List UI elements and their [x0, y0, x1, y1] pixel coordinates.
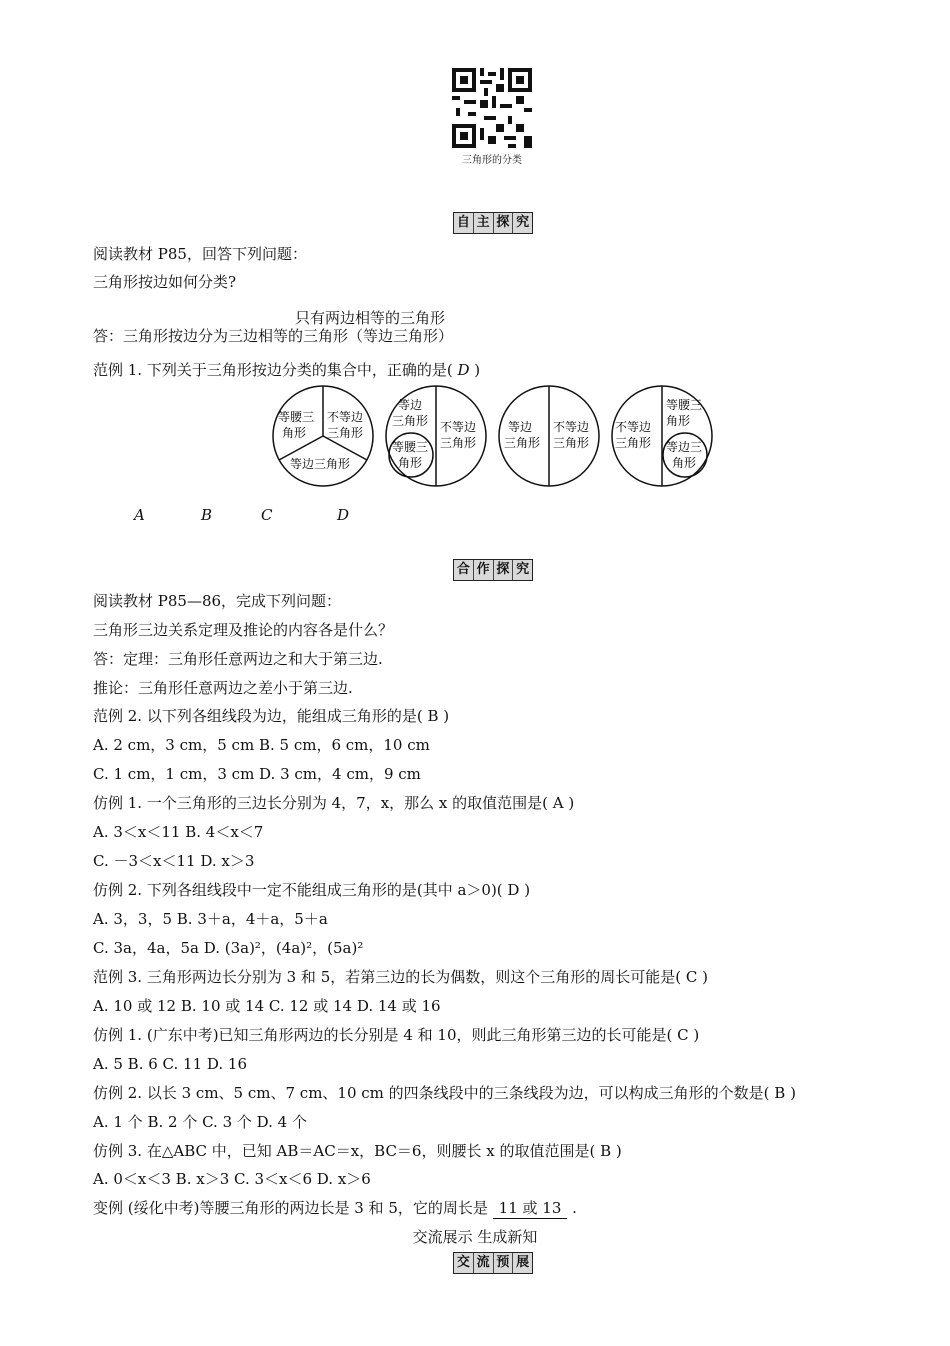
practice1b-question: 仿例 1. (广东中考)已知三角形两边的长分别是 4 和 10，则此三角形第三边的长可能是( C ) [93, 1026, 700, 1044]
circle-a-label: 等边三角形 [290, 457, 351, 471]
example2-options-cd: C. 1 cm，1 cm，3 cm D. 3 cm，4 cm，9 cm [93, 765, 421, 783]
section-badge-cooperate-explore [453, 559, 533, 581]
practice2-options-ab: A. 3，3，5 B. 3＋a，4＋a，5＋a [93, 910, 328, 928]
option-label-c: C [261, 506, 273, 524]
badge-char: 究 [516, 215, 530, 230]
practice2b-options: A. 1 个 B. 2 个 C. 3 个 D. 4 个 [93, 1113, 307, 1131]
practice1b-options: A. 5 B. 6 C. 11 D. 16 [93, 1055, 247, 1073]
badge-char: 主 [474, 213, 494, 233]
option-label-b: B [201, 506, 213, 524]
option-label-a: A [134, 506, 145, 524]
practice1-options-ab: A. 3＜x＜11 B. 4＜x＜7 [93, 823, 264, 841]
badge-char: 探 [494, 560, 514, 580]
badge-char: 究 [516, 562, 530, 577]
practice2-options-cd: C. 3a，4a，5a D. (3a)²，(4a)²，(5a)² [93, 939, 364, 957]
variant-suffix: . [572, 1199, 577, 1217]
practice3-question: 仿例 3. 在△ABC 中，已知 AB＝AC＝x，BC＝6，则腰长 x 的取值范围是( B ) [93, 1142, 622, 1160]
circle-a-label: 不等边 [327, 410, 364, 424]
section1-read: 阅读教材 P85，回答下列问题： [93, 245, 307, 263]
circle-b-label: 三角形 [392, 414, 429, 428]
practice2-question: 仿例 2. 下列各组线段中一定不能组成三角形的是(其中 a＞0)( D ) [93, 881, 531, 899]
section2-line: 阅读教材 P85—86，完成下列问题： [93, 592, 342, 610]
section2-line: 推论：三角形任意两边之差小于第三边. [93, 679, 353, 697]
circle-a-label: 三角形 [327, 426, 364, 440]
circle-option-a [270, 383, 376, 489]
example1-close: ) [474, 361, 481, 379]
badge-char: 预 [494, 1253, 514, 1273]
practice2b-question: 仿例 2. 以长 3 cm、5 cm、7 cm、10 cm 的四条线段中的三条线段为边，可以构成三角形的个数是( B ) [93, 1084, 796, 1102]
badge-char: 交 [454, 1253, 474, 1273]
section1-answer: 答：三角形按边分为三边相等的三角形（等边三角形） [93, 327, 454, 345]
footer-heading: 交流展示 生成新知 [412, 1228, 538, 1246]
badge-char: 流 [474, 1253, 494, 1273]
circle-d-label: 等边三 [666, 440, 703, 454]
circle-d-label: 三角形 [615, 436, 652, 450]
example1-answer: D [457, 361, 470, 379]
circle-option-b [383, 383, 489, 489]
example1-question [93, 360, 480, 380]
variant-answer: 11 或 13 [493, 1198, 568, 1219]
circle-b-label: 角形 [398, 456, 423, 470]
circle-d-label: 不等边 [615, 420, 652, 434]
badge-char: 探 [494, 213, 514, 233]
section-badge-exchange [453, 1252, 533, 1274]
example2-question: 范例 2. 以下列各组线段为边，能组成三角形的是( B ) [93, 707, 450, 725]
example3-question: 范例 3. 三角形两边长分别为 3 和 5，若第三边的长为偶数，则这个三角形的周长可能是( C ) [93, 968, 708, 986]
practice3-options: A. 0＜x＜3 B. x＞3 C. 3＜x＜6 D. x＞6 [93, 1170, 371, 1188]
circle-option-c [496, 383, 602, 489]
circle-c-label: 不等边 [553, 420, 590, 434]
practice1-question: 仿例 1. 一个三角形的三边长分别为 4，7，x，那么 x 的取值范围是( A ) [93, 794, 575, 812]
section2-line: 答：定理：三角形任意两边之和大于第三边. [93, 650, 383, 668]
badge-char: 自 [454, 213, 474, 233]
badge-char: 作 [474, 560, 494, 580]
circle-b-label: 等腰三 [392, 440, 429, 454]
example1-text: 范例 1. 下列关于三角形按边分类的集合中，正确的是( [93, 361, 453, 379]
circle-option-d [609, 383, 715, 489]
circle-b-label: 不等边 [440, 420, 477, 434]
circle-a-label: 角形 [282, 426, 307, 440]
practice1-options-cd: C. －3＜x＜11 D. x＞3 [93, 852, 255, 870]
qr-code-icon [452, 68, 532, 148]
circle-d-label: 等腰三 [666, 398, 703, 412]
example2-options-ab: A. 2 cm，3 cm，5 cm B. 5 cm，6 cm，10 cm [93, 736, 430, 754]
option-label-d: D [337, 506, 350, 524]
badge-char: 展 [516, 1255, 530, 1270]
section1-floating-text: 只有两边相等的三角形 [295, 309, 446, 327]
section2-line: 三角形三边关系定理及推论的内容各是什么？ [93, 621, 394, 639]
circle-d-label: 角形 [672, 456, 697, 470]
circle-c-label: 三角形 [504, 436, 541, 450]
variant-text: 变例 (绥化中考)等腰三角形的两边长是 3 和 5，它的周长是 [93, 1199, 488, 1217]
badge-char: 合 [454, 560, 474, 580]
circle-d-label: 角形 [666, 414, 691, 428]
circle-b-label: 等边 [398, 398, 423, 412]
variant-question [93, 1198, 577, 1219]
circle-b-label: 三角形 [440, 436, 477, 450]
section1-question: 三角形按边如何分类? [93, 273, 237, 291]
qr-caption: 三角形的分类 [462, 155, 522, 166]
circle-a-label: 等腰三 [278, 410, 315, 424]
circle-c-label: 三角形 [553, 436, 590, 450]
example3-options: A. 10 或 12 B. 10 或 14 C. 12 或 14 D. 14 或 16 [93, 997, 441, 1015]
section-badge-self-explore [453, 212, 533, 234]
circle-c-label: 等边 [508, 420, 533, 434]
